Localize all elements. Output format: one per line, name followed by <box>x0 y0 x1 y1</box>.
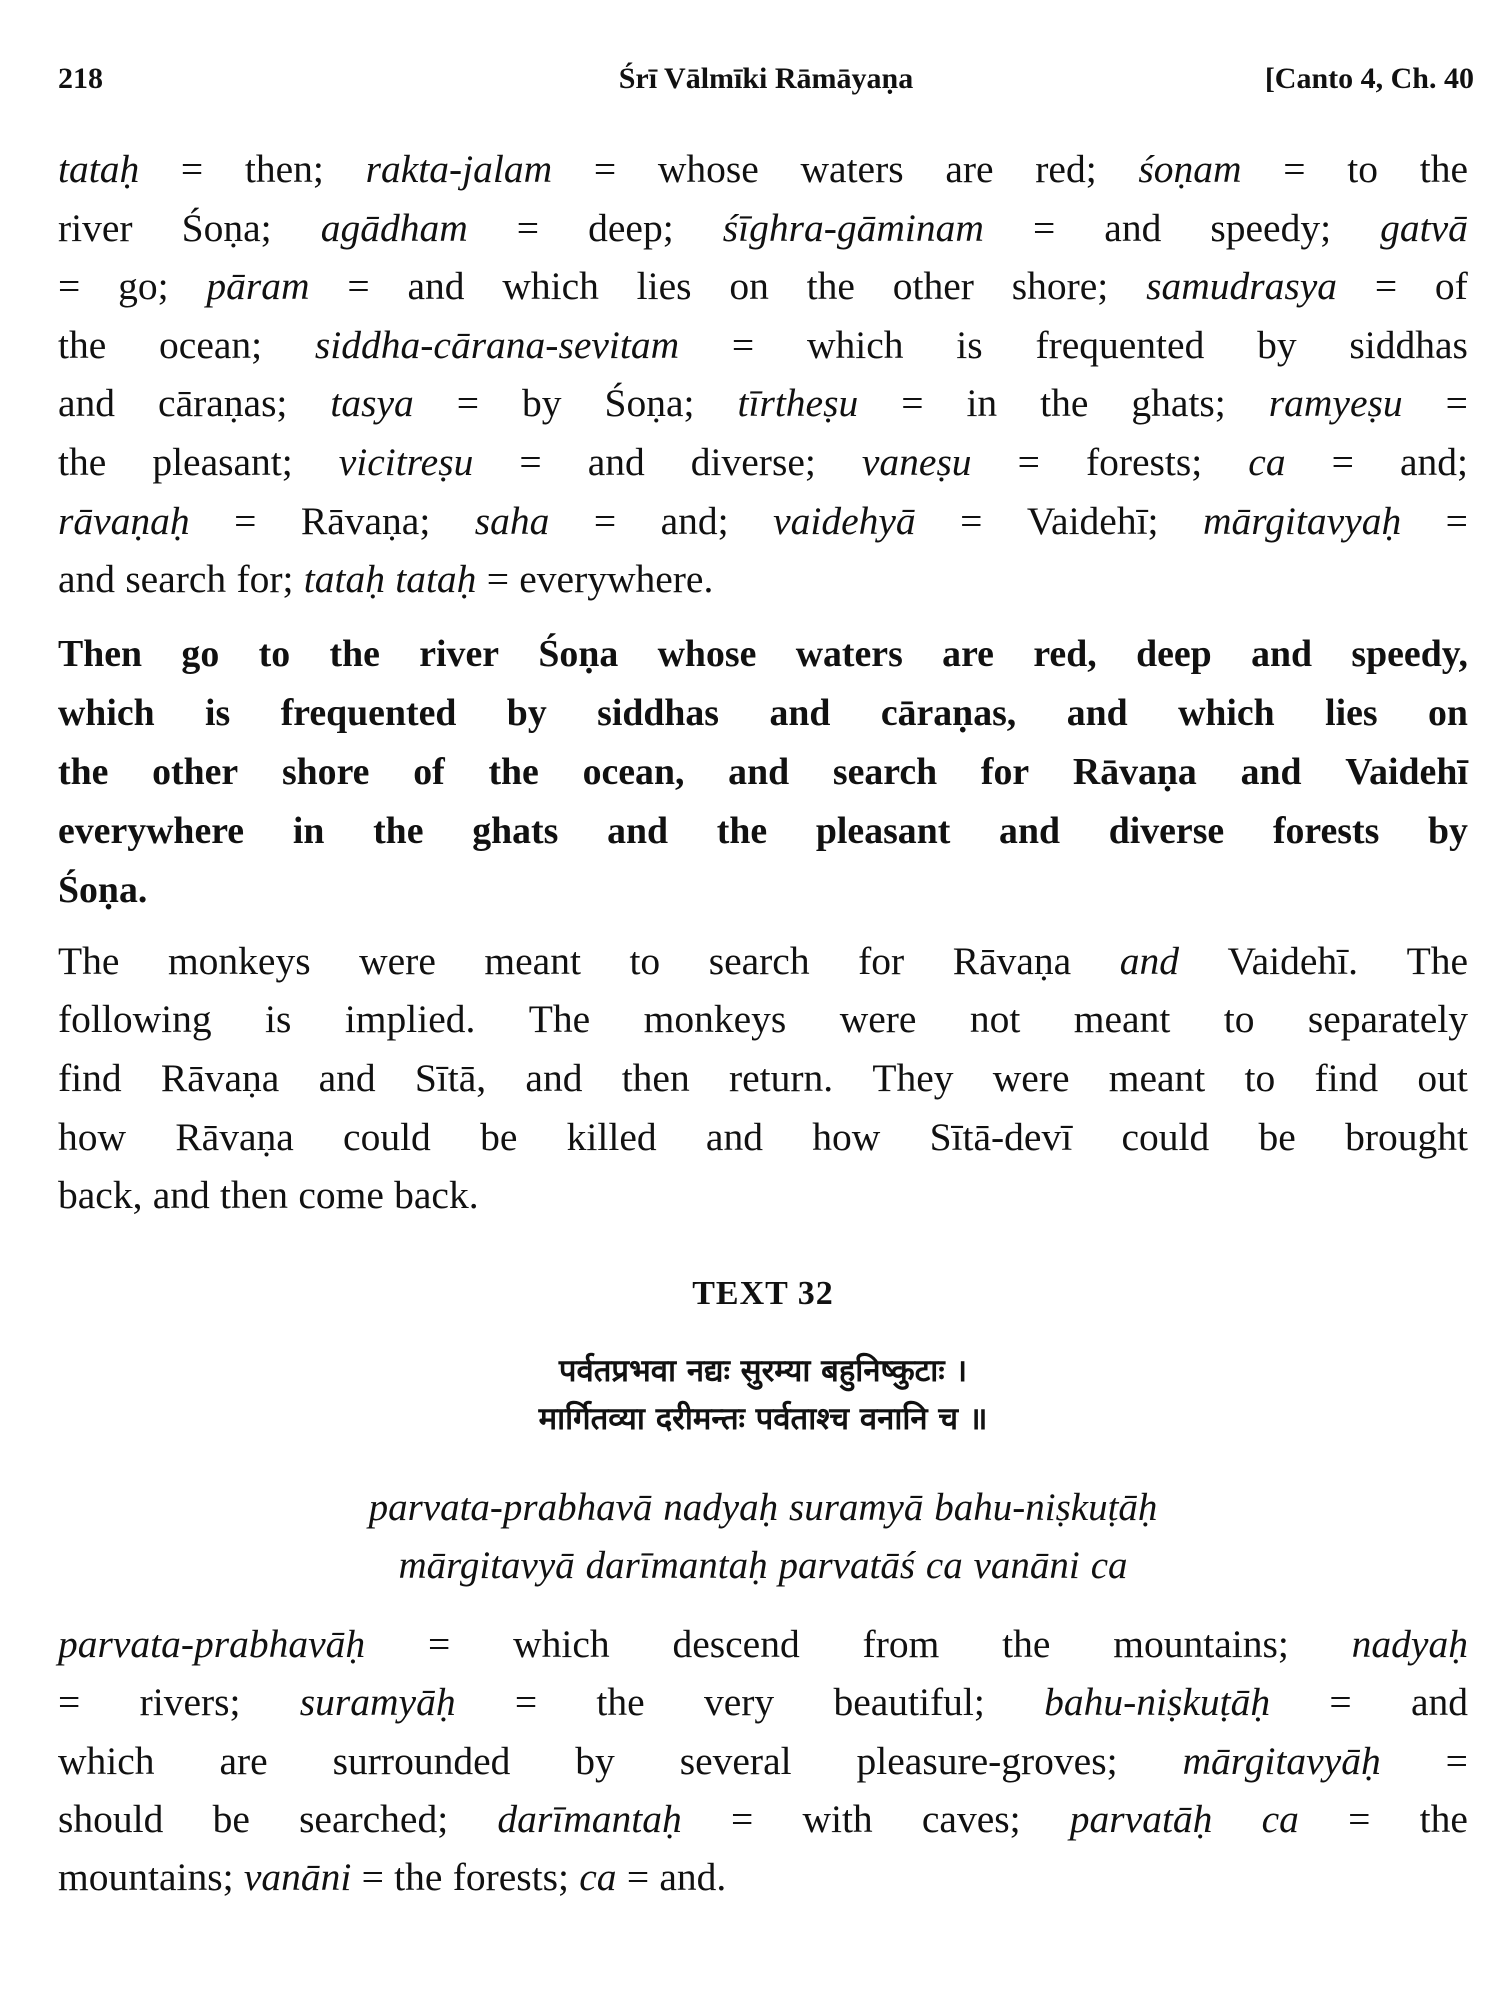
word: find <box>58 1055 122 1100</box>
sanskrit-term: vaneṣu <box>861 439 972 484</box>
devanagari-line: मार्गितव्या दरीमन्तः पर्वताश्च वनानि च ॥ <box>538 1400 988 1437</box>
transliteration-line <box>58 1537 1468 1595</box>
word: which <box>806 322 904 367</box>
word: mountains; <box>58 1855 234 1900</box>
word: Śoṇa; <box>181 205 272 250</box>
word: were <box>992 1055 1070 1100</box>
sanskrit-term: pāram <box>206 264 310 309</box>
translation-line <box>58 743 1468 802</box>
word: deep; <box>588 205 674 250</box>
word: on <box>1428 691 1468 734</box>
word: with <box>802 1796 873 1841</box>
word: meant <box>484 938 581 983</box>
word: diverse <box>1108 809 1225 852</box>
word: = <box>361 1855 384 1900</box>
verse-heading: TEXT 32 <box>692 1274 834 1312</box>
word: surrounded <box>332 1738 511 1783</box>
text-line <box>58 1108 1468 1167</box>
word: brought <box>1345 1114 1468 1159</box>
word: rivers; <box>139 1680 241 1725</box>
running-head <box>58 62 1474 112</box>
word: be <box>480 1114 518 1159</box>
word: back. <box>394 1173 479 1218</box>
word: Vaidehī; <box>1026 498 1159 543</box>
word: The <box>1406 938 1468 983</box>
word: Rāvaṇa <box>175 1114 294 1159</box>
word: Rāvaṇa <box>952 938 1072 983</box>
word: beautiful; <box>833 1680 985 1725</box>
text-line <box>58 1615 1468 1673</box>
word: speedy; <box>1210 205 1332 250</box>
word: for; <box>236 557 294 602</box>
sanskrit-term: ca <box>579 1855 617 1900</box>
sanskrit-term: nadyaḥ <box>1351 1621 1468 1666</box>
text-line <box>58 1790 1468 1848</box>
word: caves; <box>921 1796 1021 1841</box>
word: Śoṇa; <box>604 381 695 426</box>
sanskrit-term: vicitreṣu <box>338 439 474 484</box>
word: is <box>956 322 983 367</box>
word: = <box>731 322 755 367</box>
text-line <box>58 492 1468 551</box>
word: and <box>1066 691 1128 734</box>
word: in <box>966 381 998 426</box>
word: go; <box>118 264 169 309</box>
word: = <box>626 1855 650 1900</box>
sanskrit-term: parvata-prabhavāḥ <box>58 1621 366 1666</box>
word: the <box>58 439 107 484</box>
sanskrit-term: and <box>1119 938 1179 983</box>
word: not <box>969 997 1021 1042</box>
word: Vaidehī <box>1345 750 1468 793</box>
word: the <box>394 1855 443 1900</box>
word: could <box>343 1114 431 1159</box>
word: ocean, <box>582 750 685 793</box>
word: = <box>593 147 617 191</box>
text-line <box>58 1166 1468 1225</box>
word: killed <box>566 1114 657 1159</box>
text-line <box>58 257 1468 316</box>
word: on <box>729 264 769 309</box>
sanskrit-term: suramyāḥ <box>299 1680 456 1725</box>
word: Sītā-devī <box>929 1114 1073 1159</box>
sanskrit-term: parvatāḥ <box>1069 1796 1213 1841</box>
word: back, <box>58 1173 143 1218</box>
word: search <box>832 750 938 793</box>
word: which <box>502 264 599 309</box>
word: is <box>205 691 231 734</box>
word: Rāvaṇa <box>160 1055 280 1100</box>
word: and <box>407 264 465 309</box>
text-line <box>58 316 1468 375</box>
word: mārgitavyā <box>398 1543 575 1587</box>
sanskrit-term: tataḥ <box>58 147 140 191</box>
word: and. <box>659 1855 727 1900</box>
translation-line: Śoṇa. <box>58 868 148 911</box>
word: the <box>58 750 109 793</box>
text-line <box>58 932 1468 991</box>
word: for <box>980 750 1030 793</box>
word: and; <box>660 498 729 543</box>
word: cāraṇas; <box>158 381 288 426</box>
synonyms-paragraph-text-31 <box>58 140 1468 609</box>
word: and; <box>1399 439 1468 484</box>
word: = <box>1283 147 1306 191</box>
devanagari-line: पर्वतप्रभवा नद्यः सुरम्या बहुनिष्कुटाः । <box>558 1352 968 1389</box>
word: = <box>1329 1680 1352 1725</box>
sanskrit-term: agādham <box>320 205 468 250</box>
word: how <box>58 1114 127 1159</box>
word: and <box>728 750 790 793</box>
word: other <box>892 264 974 309</box>
word: = <box>516 205 540 250</box>
word: to <box>629 938 661 983</box>
word: and <box>58 381 116 426</box>
word: and <box>152 1173 210 1218</box>
word: and <box>587 439 645 484</box>
word: search <box>708 938 810 983</box>
word: which <box>58 691 155 734</box>
word: to <box>1244 1055 1276 1100</box>
sanskrit-term: śoṇam <box>1138 147 1242 191</box>
word: then <box>220 1173 289 1218</box>
word: ghats; <box>1131 381 1226 426</box>
word: red, <box>1033 632 1097 675</box>
word: They <box>872 1055 954 1100</box>
word: and <box>769 691 831 734</box>
sanskrit-term: śīghra-gāminam <box>722 205 984 250</box>
word: should <box>58 1796 164 1841</box>
sanskrit-term: rakta-jalam <box>365 147 553 191</box>
sanskrit-term: rāvaṇaḥ <box>58 498 190 543</box>
word: and <box>318 1055 376 1100</box>
word: = <box>901 381 924 426</box>
book-title: Śrī Vālmīki Rāmāyaṇa <box>618 62 914 95</box>
word: monkeys <box>167 938 311 983</box>
word: Then <box>58 632 143 675</box>
word: Sītā, <box>414 1055 487 1100</box>
page-number: 218 <box>58 62 103 95</box>
word: = <box>1374 264 1398 309</box>
word: = <box>456 381 480 426</box>
sanskrit-term: darīmantaḥ <box>497 1796 682 1841</box>
word: and <box>58 557 116 602</box>
text-line <box>58 550 1468 609</box>
word: and <box>525 1055 583 1100</box>
word: to <box>1347 147 1379 191</box>
word: Rāvaṇa; <box>300 498 431 543</box>
sanskrit-term: samudrasya <box>1146 264 1338 309</box>
word: which <box>1178 691 1275 734</box>
word: and <box>1104 205 1162 250</box>
word: which <box>513 1621 610 1666</box>
verse-transliteration <box>58 1479 1468 1595</box>
word: The <box>58 938 120 983</box>
word: could <box>1121 1114 1210 1159</box>
word: = <box>58 264 81 309</box>
word: cāraṇas, <box>880 691 1017 734</box>
text-line <box>58 140 1468 199</box>
word: = <box>593 498 617 543</box>
text-line <box>58 990 1468 1049</box>
word: siddhas <box>597 691 720 734</box>
synonyms-paragraph-text-32 <box>58 1615 1468 1907</box>
word: forests <box>1272 809 1380 852</box>
word: = <box>730 1796 754 1841</box>
word: = <box>1032 205 1056 250</box>
page-content <box>58 140 1468 1907</box>
word: the <box>488 750 539 793</box>
word: which <box>58 1738 155 1783</box>
transliteration-line <box>58 1479 1468 1537</box>
word: the <box>596 1680 645 1725</box>
word: deep <box>1136 632 1212 675</box>
word: = <box>180 147 204 191</box>
text-line <box>58 1673 1468 1731</box>
word: out <box>1417 1055 1468 1100</box>
word: and <box>705 1114 763 1159</box>
word: for <box>858 938 905 983</box>
word: the <box>806 264 855 309</box>
word: meant <box>1073 997 1171 1042</box>
purport-paragraph <box>58 932 1468 1225</box>
word: everywhere <box>58 809 245 852</box>
translation-line <box>58 625 1468 684</box>
word: The <box>528 997 591 1042</box>
sanskrit-verse-devanagari <box>58 1347 1468 1443</box>
sanskrit-term: ramyeṣu <box>1268 381 1403 426</box>
word: by <box>522 381 562 426</box>
text-line <box>58 433 1468 492</box>
word: the <box>1419 147 1468 191</box>
word: the <box>1040 381 1089 426</box>
word: vanāni <box>973 1543 1080 1587</box>
word: mountains; <box>1113 1621 1289 1666</box>
sanskrit-term: gatvā <box>1380 205 1468 250</box>
word: to <box>1223 997 1255 1042</box>
word: parvatāś <box>778 1543 915 1587</box>
word: = <box>1445 381 1468 426</box>
word: waters <box>795 632 903 675</box>
text-line <box>58 1848 1468 1906</box>
word: several <box>679 1738 792 1783</box>
word: be <box>1258 1114 1296 1159</box>
word: of <box>1434 264 1468 309</box>
word: are <box>942 632 994 675</box>
word: = <box>486 557 509 602</box>
word: pleasure-groves; <box>856 1738 1118 1783</box>
word: forests; <box>1085 439 1203 484</box>
sanskrit-term: tasya <box>330 381 414 426</box>
word: the <box>1419 1796 1468 1841</box>
word: = <box>234 498 257 543</box>
word: = <box>1445 498 1468 543</box>
word: the <box>373 809 424 852</box>
word: diverse; <box>690 439 816 484</box>
word: the <box>329 632 380 675</box>
word: meant <box>1108 1055 1206 1100</box>
word: go <box>181 632 220 675</box>
word: ghats <box>472 809 559 852</box>
word: the <box>1002 1621 1051 1666</box>
word: speedy, <box>1351 632 1468 675</box>
word: how <box>812 1114 881 1159</box>
word: searched; <box>299 1796 449 1841</box>
word: and <box>999 809 1060 852</box>
word: = <box>58 1680 81 1725</box>
sanskrit-term: vanāni <box>243 1855 352 1900</box>
word: return. <box>728 1055 834 1100</box>
word: frequented <box>280 691 457 734</box>
word: then; <box>244 147 324 191</box>
word: red; <box>1035 147 1097 191</box>
word: and <box>1410 1680 1468 1725</box>
word: = <box>428 1621 451 1666</box>
word: is <box>265 997 292 1042</box>
word: lies <box>1325 691 1378 734</box>
word: very <box>703 1680 775 1725</box>
word: by <box>575 1738 615 1783</box>
word: river <box>419 632 500 675</box>
word: ca <box>1090 1543 1128 1587</box>
word: following <box>58 997 212 1042</box>
sanskrit-term: tataḥ <box>303 557 385 602</box>
word: = <box>514 1680 538 1725</box>
word: of <box>413 750 445 793</box>
word: shore <box>281 750 370 793</box>
word: = <box>1348 1796 1371 1841</box>
sanskrit-term: bahu-niṣkuṭāḥ <box>1044 1680 1271 1725</box>
sanskrit-term: vaidehyā <box>773 498 916 543</box>
word: bahu-niṣkuṭāḥ <box>934 1485 1158 1529</box>
word: other <box>152 750 239 793</box>
word: = <box>519 439 542 484</box>
word: by <box>1428 809 1468 852</box>
word: whose <box>657 147 759 191</box>
sanskrit-term: ca <box>1261 1796 1299 1841</box>
word: the <box>716 809 768 852</box>
word: were <box>359 938 436 983</box>
word: and <box>607 809 669 852</box>
word: Vaidehī. <box>1227 938 1359 983</box>
word: are <box>219 1738 268 1783</box>
word: implied. <box>344 997 476 1042</box>
word: search <box>125 557 227 602</box>
sanskrit-term: tataḥ <box>395 557 477 602</box>
word: waters <box>800 147 904 191</box>
word: shore; <box>1011 264 1109 309</box>
word: darīmantaḥ <box>585 1543 768 1587</box>
word: whose <box>657 632 757 675</box>
word: siddhas <box>1349 322 1468 367</box>
text-line <box>58 199 1468 258</box>
text-line <box>58 1732 1468 1790</box>
word: = <box>347 264 370 309</box>
word: be <box>212 1796 250 1841</box>
sanskrit-term: ca <box>1248 439 1286 484</box>
word: by <box>506 691 547 734</box>
sanskrit-term: saha <box>474 498 550 543</box>
sanskrit-term: siddha-cārana-sevitam <box>314 322 680 367</box>
sanskrit-term: tīrtheṣu <box>737 381 859 426</box>
word: Śoṇa <box>538 632 619 675</box>
word: the <box>58 322 107 367</box>
word: = <box>1445 1738 1468 1783</box>
word: lies <box>636 264 692 309</box>
word: pleasant; <box>152 439 293 484</box>
word: and <box>1251 632 1313 675</box>
translation-line <box>58 684 1468 743</box>
sanskrit-term: mārgitavyāḥ <box>1182 1738 1381 1783</box>
word: and <box>1240 750 1302 793</box>
word: come <box>298 1173 384 1218</box>
translation-line <box>58 802 1468 861</box>
text-line <box>58 1049 1468 1108</box>
word: Rāvaṇa <box>1072 750 1197 793</box>
word: from <box>862 1621 940 1666</box>
chapter-reference: [Canto 4, Ch. 40 <box>1264 62 1474 95</box>
word: pleasant <box>815 809 951 852</box>
word: monkeys <box>643 997 787 1042</box>
word: frequented <box>1035 322 1205 367</box>
word: to <box>258 632 291 675</box>
word: = <box>960 498 983 543</box>
word: then <box>621 1055 690 1100</box>
text-line <box>58 374 1468 433</box>
word: ocean; <box>159 322 263 367</box>
word: everywhere. <box>519 557 714 602</box>
word: ca <box>925 1543 963 1587</box>
word: separately <box>1307 997 1468 1042</box>
word: were <box>839 997 917 1042</box>
word: = <box>1331 439 1354 484</box>
word: parvata-prabhavā <box>368 1485 653 1529</box>
word: find <box>1314 1055 1379 1100</box>
word: descend <box>672 1621 800 1666</box>
word: are <box>945 147 994 191</box>
sanskrit-term: mārgitavyaḥ <box>1203 498 1402 543</box>
word: in <box>292 809 325 852</box>
word: river <box>58 205 133 250</box>
word: suramyā <box>789 1485 924 1529</box>
word: nadyaḥ <box>663 1485 779 1529</box>
word: forests; <box>452 1855 569 1900</box>
word: = <box>1017 439 1040 484</box>
translation-paragraph <box>58 625 1468 920</box>
word: by <box>1257 322 1297 367</box>
